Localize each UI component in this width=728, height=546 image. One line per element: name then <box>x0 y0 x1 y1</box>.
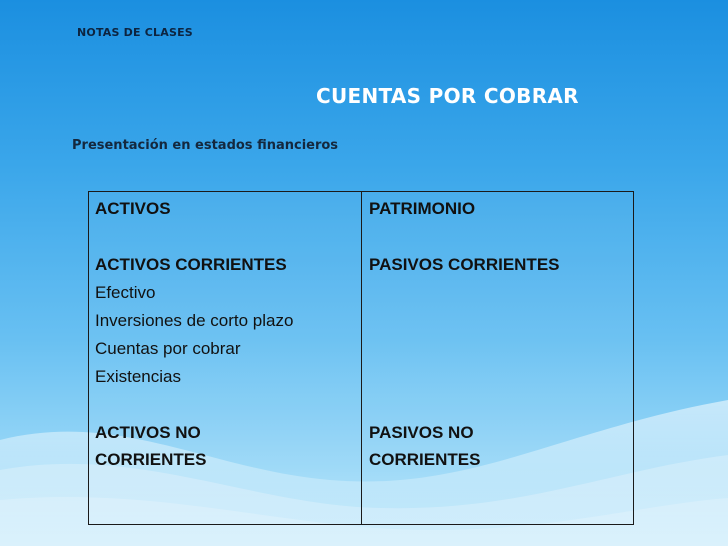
current-asset-item: Cuentas por cobrar <box>95 339 241 358</box>
current-asset-item: Inversiones de corto plazo <box>95 311 294 330</box>
noncurrent-assets-heading-line2: CORRIENTES <box>95 450 207 469</box>
current-assets-heading: ACTIVOS CORRIENTES <box>95 255 287 274</box>
slide-title: CUENTAS POR COBRAR <box>316 84 579 108</box>
current-asset-item: Existencias <box>95 367 181 386</box>
noncurrent-liabilities-heading-line1: PASIVOS NO <box>369 423 474 442</box>
equity-heading: PATRIMONIO <box>369 199 476 218</box>
balance-sheet-table <box>88 191 634 525</box>
noncurrent-liabilities-heading-line2: CORRIENTES <box>369 450 481 469</box>
slide-subtitle: Presentación en estados financieros <box>72 138 339 153</box>
assets-heading: ACTIVOS <box>95 199 171 218</box>
notes-label: NOTAS DE CLASES <box>77 26 193 39</box>
column-divider <box>361 192 362 524</box>
noncurrent-assets-heading-line1: ACTIVOS NO <box>95 423 201 442</box>
current-asset-item: Efectivo <box>95 283 156 302</box>
current-liabilities-heading: PASIVOS CORRIENTES <box>369 255 560 274</box>
